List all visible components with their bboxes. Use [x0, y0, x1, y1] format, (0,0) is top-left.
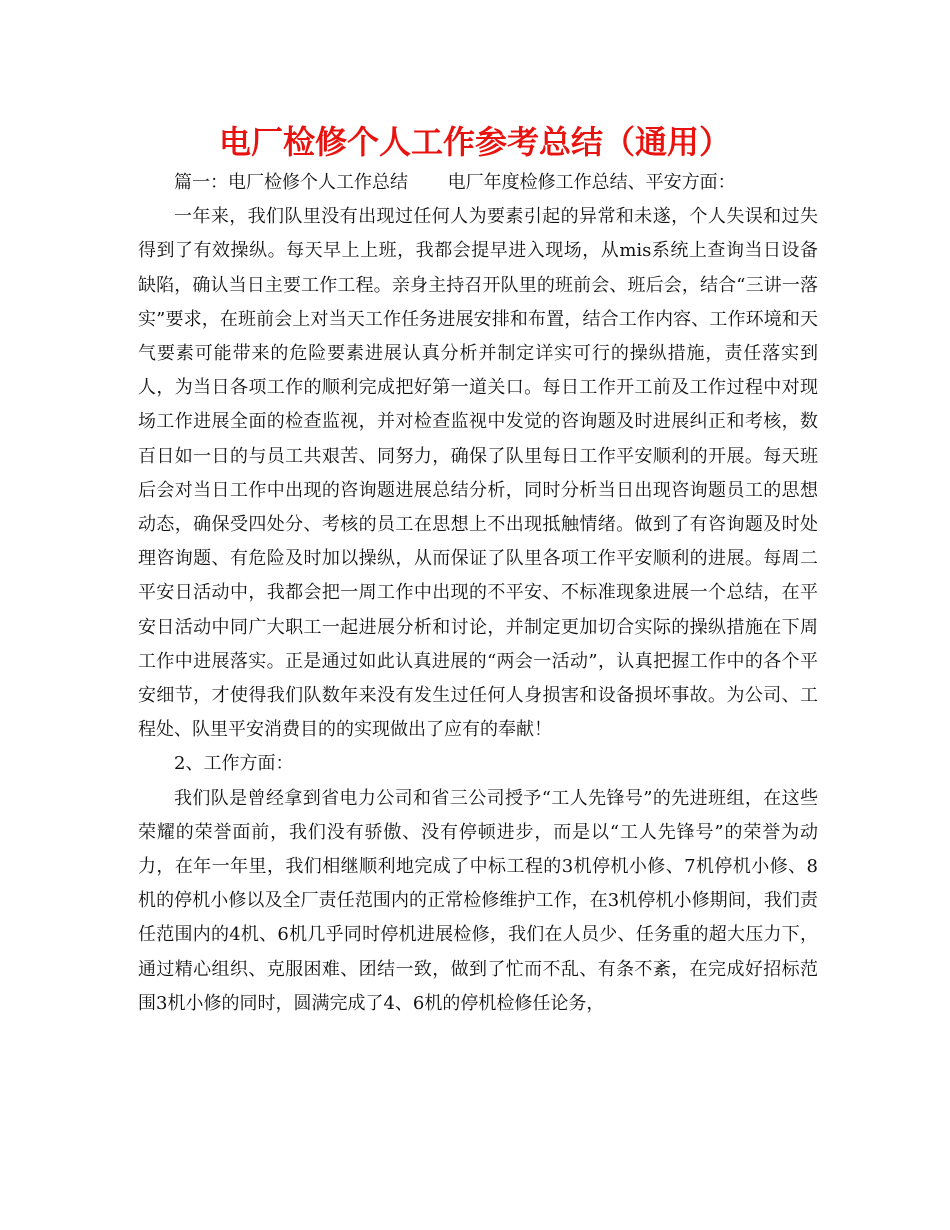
document-body — [138, 166, 818, 1021]
section-heading-work: 2、工作方面： — [174, 753, 294, 775]
intro-part-b: 电厂年度检修工作总结、平安方面： — [447, 172, 736, 193]
intro-line — [138, 166, 818, 200]
intro-part-a: 篇一：电厂检修个人工作总结 — [174, 172, 408, 193]
paragraph-safety: 一年来，我们队里没有出现过任何人为要素引起的异常和未遂，个人失误和过失得到了有效操纵。每天早上上班，我都会提早进入现场，从mis系统上查询当日设备缺陷，确认当日主要工作工程。亲身主持召开队里的班前会、班后会，结合“三讲一落实”要求，在班前会上对当天工作任务进展安排和布置，结合工作内容、工作环境和天气要素可能带来的危险要素进展认真分析并制定详实可行的操纵措施，责任落实到人，为当日各项工作的顺利完成把好第一道关口。每日工作开工前及工作过程中对现场工作进展全面的检查监视，并对检查监视中发觉的咨询题及时进展纠正和考核，数百日如一日的与员工共艰苦、同努力，确保了队里每日工作平安顺利的开展。每天班后会对当日工作中出现的咨询题进展总结分析，同时分析当日出现咨询题员工的思想动态，确保受四处分、考核的员工在思想上不出现抵触情绪。做到了有咨询题及时处理咨询题、有危险及时加以操纵，从而保证了队里各项工作平安顺利的进展。每周二平安日活动中，我都会把一周工作中出现的不平安、不标准现象进展一个总结，在平安日活动中同广大职工一起进展分析和讨论，并制定更加切合实际的操纵措施在下周工作中进展落实。正是通过如此认真进展的“两会一活动”，认真把握工作中的各个平安细节，才使得我们队数年来没有发生过任何人身损害和设备损坏事故。为公司、工程处、队里平安消费目的的实现做出了应有的奉献！ — [138, 206, 818, 741]
document-title: 电厂检修个人工作参考总结（通用） — [218, 123, 731, 161]
paragraph-work: 我们队是曾经拿到省电力公司和省三公司授予“工人先锋号”的先进班组，在这些荣耀的荣誉面前，我们没有骄傲、没有停顿进步，而是以“工人先锋号”的荣誉为动力，在年一年里，我们相继顺利地完成了中标工程的3机停机小修、7机停机小修、8机的停机小修以及全厂责任范围内的正常检修维护工作，在3机停机小修期间，我们责任范围内的4机、6机几乎同时停机进展检修，我们在人员少、任务重的超大压力下，通过精心组织、克服困难、团结一致，做到了忙而不乱、有条不紊，在完成好招标范围3机小修的同时，圆满完成了4、6机的停机检修任论务， — [138, 787, 818, 1014]
